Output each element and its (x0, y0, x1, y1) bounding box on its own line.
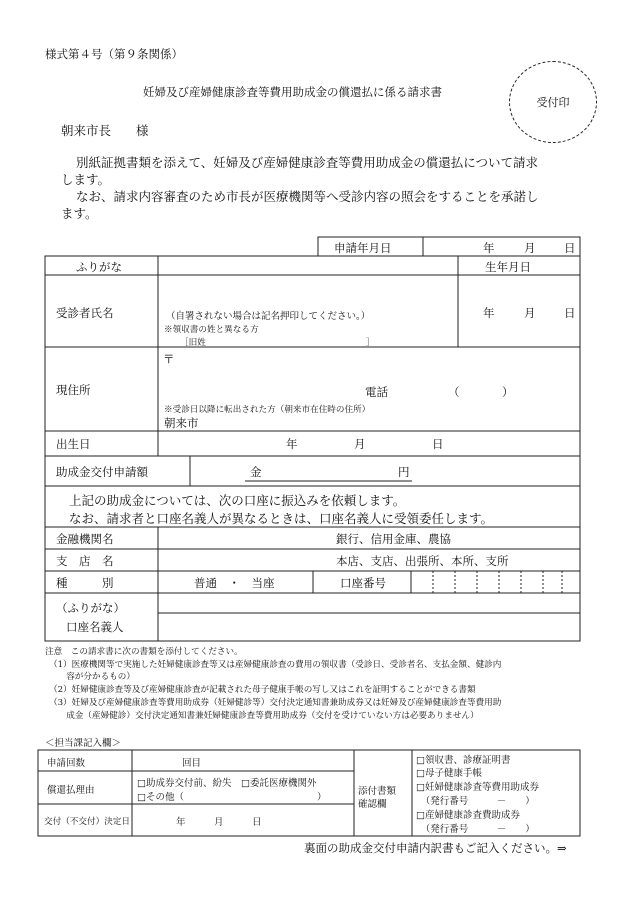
body-line-3: なお、請求内容審査のため市長が医療機関等へ受診内容の照会をすることを承諾し (76, 189, 539, 204)
city-name: 朝来市 (164, 416, 199, 430)
birthday-month-unit: 月 (354, 437, 366, 451)
name-signature-note: （自署されない場合は記名押印してください。） (166, 311, 371, 322)
phone-label: 電話 (365, 385, 388, 399)
request-date-day-unit: 日 (564, 241, 576, 255)
birthday-label: 出生日 (56, 437, 91, 451)
account-number-label: 口座番号 (340, 576, 386, 590)
form-title: 妊婦及び産婦健康診査等費用助成金の償還払に係る請求書 (143, 85, 442, 99)
attachment-check-label-2: 確認欄 (358, 799, 387, 810)
count-unit: 回目 (182, 758, 202, 769)
reason-option-2: □その他（ ） (137, 792, 327, 803)
office-heading: ＜担当課記入欄＞ (45, 738, 122, 749)
amount-label: 助成金交付申請額 (56, 465, 148, 479)
note-line: （1）医療機関等で実施した妊婦健康診査等又は産婦健康診査の費用の領収書（受診日、受診者名、支払金額、健診内 (49, 660, 502, 670)
stamp-label: 受付印 (536, 96, 570, 109)
attachment-check-label-1: 添付書類 (358, 786, 397, 797)
phone-paren-open: （ (448, 385, 460, 399)
reason-label: 償還払理由 (47, 785, 95, 796)
body-line-1: 別紙証拠書類を添えて、妊婦及び産婦健康診査等費用助成金の償還払について請求 (76, 155, 539, 170)
form-id: 様式第４号（第９条関係） (45, 47, 183, 61)
phone-paren-close: ） (502, 385, 514, 399)
bank-types: 銀行、信用金庫、農協 (336, 532, 451, 546)
count-label: 申請回数 (47, 758, 86, 769)
old-surname-open: ［旧姓 (180, 338, 206, 348)
note-line: （2）妊婦健康診査等及び産婦健康診査が記載された母子健康手帳の写し又はこれを証明することができる書類 (49, 685, 476, 695)
furigana-label: ふりがな (76, 260, 122, 274)
body-line-2: します。 (61, 172, 111, 187)
decision-date-label: 交付（不交付）決定日 (44, 817, 130, 827)
check-item: □産婦健康診査費助成券 (416, 810, 520, 821)
request-date-year-unit: 年 (483, 241, 495, 255)
moved-note: ※受診日以降に転出された方（朝来市在住時の住所） (164, 405, 371, 415)
request-date-label: 申請年月日 (334, 241, 392, 255)
amount-prefix: 金 (250, 465, 262, 479)
name-label: 受診者氏名 (56, 306, 114, 320)
branch-types: 本店、支店、出張所、本所、支所 (336, 554, 509, 568)
amount-suffix: 円 (398, 465, 410, 479)
note-line: （3）妊婦及び産婦健康診査等費用助成券（妊婦健診等）交付決定通知書兼助成券又は妊婦及び産婦健康診査等費用助 (49, 698, 502, 708)
note-line: 容が分かるもの） (49, 672, 135, 682)
old-surname-close: ］ (366, 338, 375, 348)
reason-option-1: □助成券交付前、紛失 □委託医療機関外 (137, 778, 317, 789)
transfer-line-2: なお、請求者と口座名義人が異なるときは、口座名義人に受領委任します。 (69, 511, 494, 526)
branch-name-label: 支 店 名 (56, 554, 114, 568)
notes-heading: 注意 この請求書に次の書類を添付してください。 (45, 647, 243, 657)
birth-month-unit: 月 (524, 306, 536, 320)
birthday-day-unit: 日 (432, 437, 444, 451)
holder-furigana-label: （ふりがな） (56, 601, 125, 615)
check-item: □母子健康手帳 (416, 768, 482, 779)
body-line-4: ます。 (61, 206, 98, 221)
birth-year-unit: 年 (483, 306, 495, 320)
note-line: 成金（産婦健診）交付決定通知書兼妊婦健康診査等費用助成券（交付を受けていない方は必要ありません） (49, 711, 479, 721)
request-date-month-unit: 月 (524, 241, 536, 255)
birth-day-unit: 日 (564, 306, 576, 320)
footer-note: 裏面の助成金交付申請内訳書もご記入ください。⇒ (304, 841, 567, 855)
holder-name-label: 口座名義人 (66, 620, 124, 634)
check-item: （発行番号 － ） (416, 824, 535, 835)
account-kind-options: 普通 ・ 当座 (194, 576, 275, 590)
check-item: □妊婦健康診査等費用助成券 (416, 782, 539, 793)
bank-name-label: 金融機関名 (56, 532, 114, 546)
check-item: □領収書、診療証明書 (416, 755, 511, 766)
birthday-year-unit: 年 (286, 437, 298, 451)
account-kind-label: 種 別 (56, 576, 114, 590)
birth-date-label: 生年月日 (485, 260, 531, 274)
addressee: 朝来市長 様 (61, 123, 149, 138)
old-surname-note: ※領収書の姓と異なる方 (164, 325, 259, 335)
decision-date-units: 年 月 日 (176, 817, 262, 828)
check-item: （発行番号 － ） (416, 796, 535, 807)
transfer-line-1: 上記の助成金については、次の口座に振込みを依頼します。 (69, 493, 406, 508)
postal-mark: 〒 (163, 352, 175, 366)
address-label: 現住所 (56, 383, 91, 397)
